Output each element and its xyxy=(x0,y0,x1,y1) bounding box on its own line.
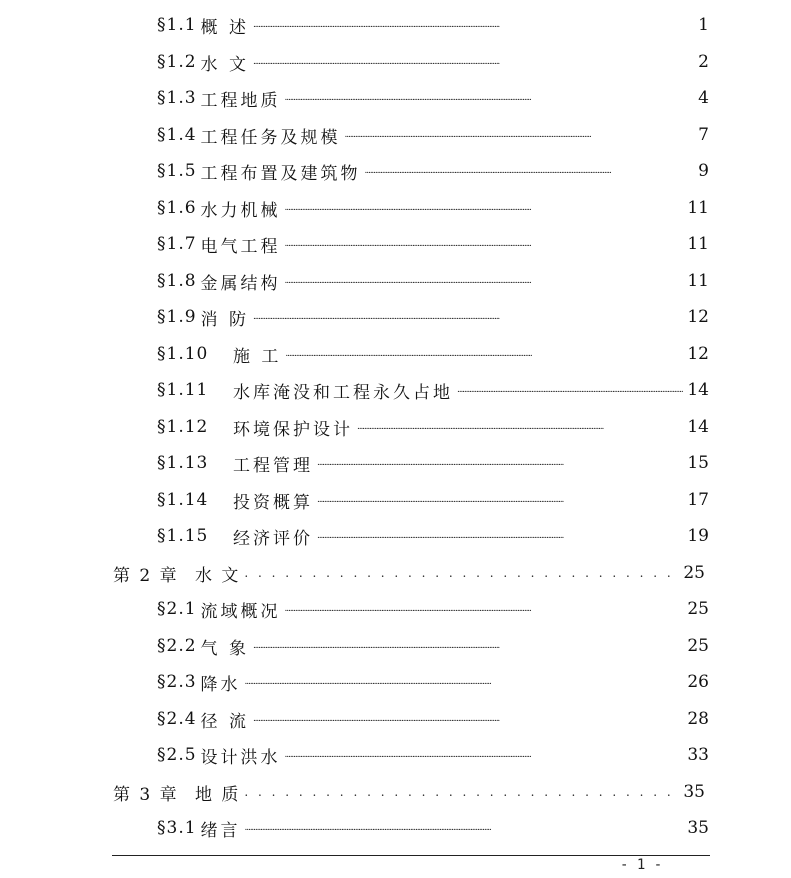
toc-dot-leader xyxy=(345,125,695,145)
toc-entry-title: 水 文 xyxy=(200,54,249,75)
toc-entry-title: 径 流 xyxy=(200,711,249,732)
toc-dot-leader xyxy=(285,745,684,765)
toc-entry-number: §3.1 xyxy=(157,818,197,838)
toc-chapter-entry xyxy=(113,558,707,588)
toc-dot-leader xyxy=(253,709,683,729)
toc-entry-page: 15 xyxy=(687,453,709,473)
toc-dot-leader xyxy=(253,52,694,72)
toc-entry-number: §1.4 xyxy=(157,125,197,145)
toc-entry-title: 经济评价 xyxy=(233,528,313,549)
toc-chapter-page: 25 xyxy=(683,563,705,583)
toc-entry-title: 工程布置及建筑物 xyxy=(200,163,361,184)
toc-entry-number: §1.10 xyxy=(157,344,209,364)
toc-entry-number: §1.3 xyxy=(157,88,197,108)
toc-entry-number: §1.9 xyxy=(157,307,197,327)
toc-entry-page: 11 xyxy=(687,271,709,291)
toc-entry-title: 概 述 xyxy=(200,17,249,38)
toc-chapter-title: 地 质 xyxy=(195,784,241,805)
toc-dot-leader xyxy=(253,307,683,327)
toc-entry-number: §1.1 xyxy=(157,15,197,35)
toc-entry xyxy=(157,448,709,478)
toc-entry-title: 电气工程 xyxy=(200,236,281,257)
toc-entry xyxy=(157,302,709,332)
toc-entry xyxy=(157,521,709,551)
toc-entry-page: 7 xyxy=(698,125,709,145)
toc-dot-leader xyxy=(357,417,683,437)
toc-entry-page: 25 xyxy=(687,599,709,619)
toc-entry-page: 17 xyxy=(687,490,709,510)
toc-entry-page: 12 xyxy=(687,307,709,327)
toc-entry-title: 消 防 xyxy=(200,309,249,330)
toc-entry xyxy=(157,266,709,296)
toc-dot-leader xyxy=(285,271,684,291)
toc-dot-leader xyxy=(457,380,683,400)
toc-entry xyxy=(157,10,709,40)
toc-entry-page: 4 xyxy=(698,88,709,108)
toc-entry-page: 33 xyxy=(687,745,709,765)
toc-entry-number: §1.12 xyxy=(157,417,209,437)
toc-entry xyxy=(157,667,709,697)
toc-entry-page: 2 xyxy=(698,52,709,72)
toc-entry xyxy=(157,339,709,369)
toc-entry-title: 工程地质 xyxy=(200,90,281,111)
toc-entry xyxy=(157,193,709,223)
toc-entry-page: 26 xyxy=(687,672,709,692)
toc-dot-leader xyxy=(253,15,694,35)
toc-entry-title: 设计洪水 xyxy=(200,747,281,768)
toc-dot-leader xyxy=(253,636,683,656)
toc-dot-leader xyxy=(285,344,683,364)
toc-entry xyxy=(157,375,709,405)
toc-entry xyxy=(157,83,709,113)
toc-entry-page: 14 xyxy=(687,417,709,437)
toc-dot-leader xyxy=(245,818,684,838)
toc-entry-title: 绪言 xyxy=(200,820,241,841)
toc-dot-leader xyxy=(317,490,683,510)
toc-entry-title: 施 工 xyxy=(233,346,282,367)
toc-entry xyxy=(157,813,709,843)
toc-entry-title: 水库淹没和工程永久占地 xyxy=(233,382,453,403)
toc-entry-number: §1.7 xyxy=(157,234,197,254)
toc-dot-leader xyxy=(285,234,684,254)
toc-dot-leader xyxy=(244,782,679,802)
toc-dot-leader xyxy=(285,198,684,218)
toc-entry-title: 水力机械 xyxy=(200,200,281,221)
toc-dot-leader xyxy=(365,161,695,181)
footer-divider xyxy=(112,855,710,856)
toc-entry-number: §2.4 xyxy=(157,709,197,729)
toc-entry-number: §2.3 xyxy=(157,672,197,692)
toc-dot-leader xyxy=(285,88,695,108)
toc-entry xyxy=(157,594,709,624)
toc-entry-title: 工程管理 xyxy=(233,455,313,476)
toc-entry-number: §1.5 xyxy=(157,161,197,181)
toc-chapter-page: 35 xyxy=(683,782,705,802)
toc-chapter-title: 水 文 xyxy=(195,565,241,586)
toc-chapter-number: 第 3 章 xyxy=(113,784,179,805)
toc-entry-title: 金属结构 xyxy=(200,273,281,294)
toc-entry-title: 流域概况 xyxy=(200,601,281,622)
toc-entry-number: §1.13 xyxy=(157,453,209,473)
toc-chapter-entry xyxy=(113,777,707,807)
toc-entry xyxy=(157,229,709,259)
toc-entry xyxy=(157,631,709,661)
toc-entry-title: 工程任务及规模 xyxy=(200,127,341,148)
toc-entry xyxy=(157,120,709,150)
toc-entry-number: §1.14 xyxy=(157,490,209,510)
toc-entry xyxy=(157,156,709,186)
toc-dot-leader xyxy=(244,563,679,583)
toc-entry-number: §2.2 xyxy=(157,636,197,656)
toc-entry-number: §2.1 xyxy=(157,599,197,619)
toc-entry xyxy=(157,47,709,77)
toc-entry-title: 降水 xyxy=(200,674,241,695)
toc-entry-title: 环境保护设计 xyxy=(233,419,353,440)
toc-entry-page: 35 xyxy=(687,818,709,838)
toc-entry-title: 气 象 xyxy=(200,638,249,659)
toc-entry-page: 12 xyxy=(687,344,709,364)
toc-entry xyxy=(157,740,709,770)
toc-entry-page: 28 xyxy=(687,709,709,729)
toc-chapter-number: 第 2 章 xyxy=(113,565,179,586)
toc-entry-page: 25 xyxy=(687,636,709,656)
toc-dot-leader xyxy=(317,526,683,546)
toc-entry-page: 9 xyxy=(698,161,709,181)
toc-entry-page: 14 xyxy=(687,380,709,400)
toc-entry xyxy=(157,412,709,442)
toc-dot-leader xyxy=(285,599,684,619)
toc-dot-leader xyxy=(245,672,684,692)
toc-entry-number: §1.6 xyxy=(157,198,197,218)
toc-entry-number: §1.15 xyxy=(157,526,209,546)
toc-entry xyxy=(157,704,709,734)
toc-entry-page: 1 xyxy=(698,15,709,35)
toc-entry-page: 11 xyxy=(687,234,709,254)
toc-entry-number: §1.8 xyxy=(157,271,197,291)
toc-entry-title: 投资概算 xyxy=(233,492,313,513)
footer-page-number: - 1 - xyxy=(620,857,663,873)
toc-entry-page: 19 xyxy=(687,526,709,546)
toc-dot-leader xyxy=(317,453,683,473)
toc-entry-number: §2.5 xyxy=(157,745,197,765)
toc-entry-number: §1.2 xyxy=(157,52,197,72)
toc-entry-number: §1.11 xyxy=(157,380,209,400)
toc-entry xyxy=(157,485,709,515)
toc-entry-page: 11 xyxy=(687,198,709,218)
